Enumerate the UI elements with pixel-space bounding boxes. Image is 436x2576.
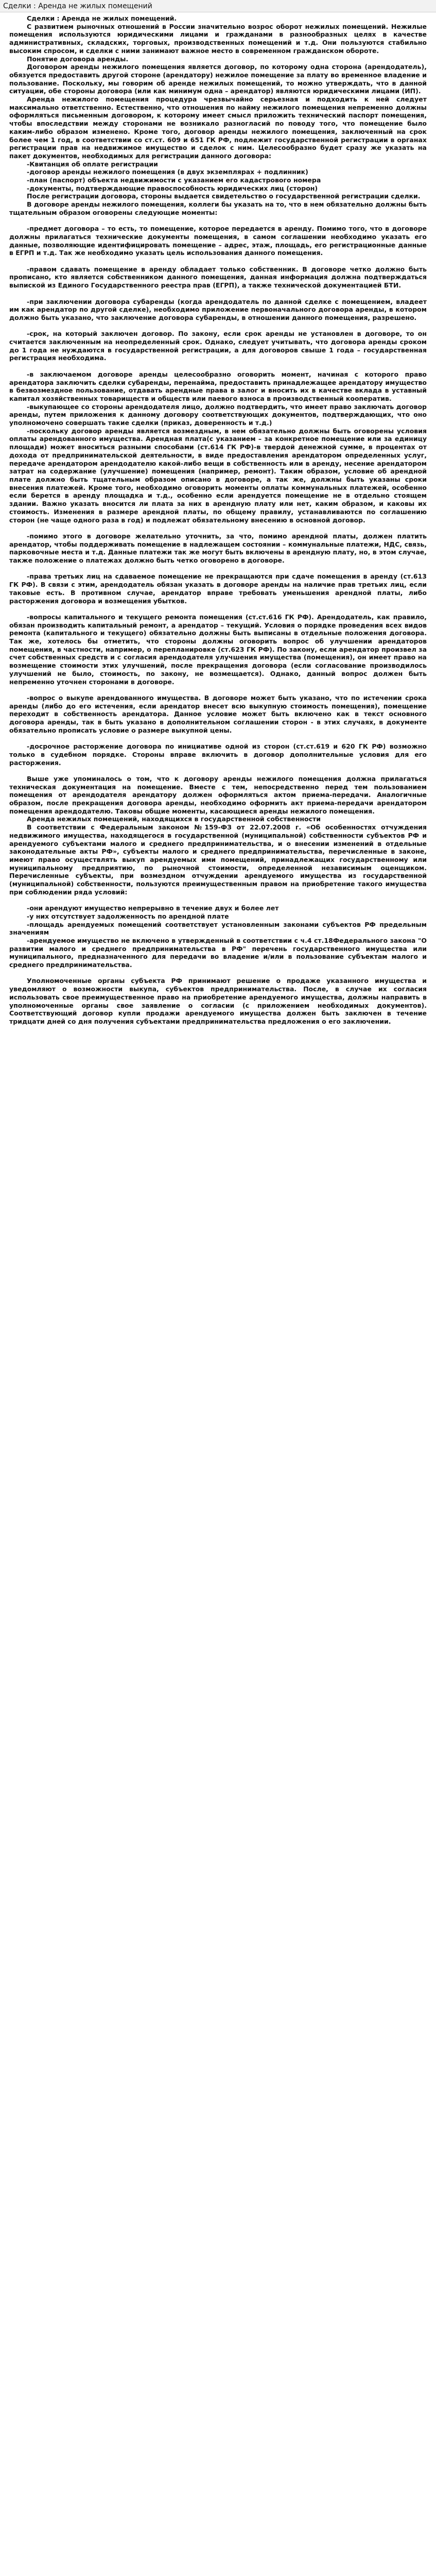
paragraph: -помимо этого в договоре желательно уточнить, за что, помимо арендной платы, должен платить арендатор, чтобы поддерживать помещение в надлежащем состоянии – коммунальные платежи, НДС, связь, парковочные места и т.д. Данные платежи так же могут быть включены в арендную плату, но, в этом случае, также положение о платежах должно быть четко оговорено в договоре.: [9, 532, 427, 565]
paragraph-spacer: [9, 896, 427, 904]
paragraph: Договором аренды нежилого помещения является договор, по которому одна сторона (арендодатель), обязуется предоставить другой стороне (арендатору) нежилое помещение за плату во временное владение и пользование. Поскольку, мы говорим об аренде нежилых помещений, то можно утверждать, что в данной ситуации, обе стороны договора (или как минимум одна – арендатор) являются юридическими лицами (ИП).: [9, 63, 427, 95]
paragraph: -в заключаемом договоре аренды целесообразно оговорить момент, начиная с которого право арендатора заключить сделки субаренды, перенайма, предоставить принадлежащее арендатору имущество в безвозмездное пользование, отдавать арендные права в залог и вносить их в качестве вклада в уставный капитал хозяйственных товариществ и обществ или паевого взноса в производственный кооператив.: [9, 370, 427, 402]
paragraph: -документы, подтверждающие правоспособность юридических лиц (сторон): [27, 184, 318, 192]
paragraph: -выкупающее со стороны арендодателя лицо, должно подтвердить, что имеет право заключать договор аренды, путем приложения к данному договору соответствующих документов, подтверждающих, что оно уполномочено совершать такие сделки (приказ, доверенность и т.д.): [9, 402, 427, 427]
paragraph: Сделки : Аренда не жилых помещений.: [27, 14, 177, 22]
paragraph: В соответствии с Федеральным законом №159-ФЗ от 22.07.2008 г. «Об особенностях отчуждения недвижимого имущества, находящегося в государственной (муниципальной) собственности субъектов РФ и арендуемого субъектами малого и среднего предпринимательства, и о внесении изменений в отдельные законодательные акты РФ», субъекты малого и среднего предпринимательства, перечисленные в законе, имеют право осуществлять выкуп арендуемых ими помещений, принадлежащих государственному или муниципальному предприятию, по рыночной стоимости, определенной независимым оценщиком. Перечисленные субъекты, при возмездном отчуждении арендуемого имущества из государственной (муниципальной) собственности, пользуются преимущественным правом на приобретение такого имущества при соблюдении ряда условий:: [9, 823, 427, 896]
paragraph: Аренда нежилых помещений, находящихся в государственной собственности: [27, 815, 321, 823]
paragraph-spacer: [9, 734, 427, 742]
paragraph-spacer: [9, 524, 427, 532]
paragraph: Понятие договора аренды.: [27, 55, 129, 63]
paragraph: С развитием рыночных отношений в России значительно возрос оборот нежилых помещений. Нежилые помещения используются юридическими лицами и гражданами в разнообразных целях в качестве административных, складских, торговых, производственных помещений и т.д. Они пользуются стабильно высоким спросом, и сделки с ними занимают важное место в современном гражданском обороте.: [9, 22, 427, 55]
page-title: Сделки : Аренда не жилых помещений: [0, 0, 436, 12]
paragraph: Выше уже упоминалось о том, что к договору аренды нежилого помещения должна прилагаться техническая документация на помещение. Вместе с тем, непосредственно перед тем пользованием помещения от арендодателя арендатору должен оформляться актом приема-передачи. Аналогичные образом, после прекращения договора аренды, необходимо оформить акт приема-передачи арендатором помещения арендодателю. Таковы общие моменты, касающиеся аренды нежилого помещения.: [9, 774, 427, 815]
paragraph-spacer: [9, 257, 427, 265]
paragraph: После регистрации договора, стороны выдается свидетельство о государственной регистрации сделки.: [27, 192, 421, 200]
paragraph: -площадь арендуемых помещений соответствует установленным законами субъектов РФ предельным значениям: [9, 920, 427, 937]
paragraph-spacer: [9, 969, 427, 977]
paragraph: -поскольку договор аренды является возмездным, в нем обязательно должны быть оговорены условия оплаты арендованного имущества. Арендная плата(с указанием – за конкретное помещение или за единицу площади) может вноситься разными способами (ст.614 ГК РФ)-в твердой денежной сумме, в процентах от дохода от предпринимательской деятельности, в виде предоставления арендатором определенных услуг, передаче арендатором арендодателю какой-либо вещи в собственность или в аренду, несение арендатором затрат на содержание (улучшение) помещения (например, ремонт). Таким образом, условие об арендной плате должно быть тщательным образом описано в договоре, а так же, должны быть указаны сроки внесения платежей. Кроме того, необходимо оговорить моменты оплаты коммунальных платежей, особенно если берется в аренду площадка и т.д., особенно если арендуется помещение не в отдельно стоящем здании. Важно указать вносится ли плата за них в арендную плату или нет, каким образом, и каковы их стоимость. Изменения в размере арендной платы, по общему правилу, устанавливаются по соглашению сторон (не чаще одного раза в год) и подлежат обязательному внесению в основной договор.: [9, 427, 427, 524]
paragraph: -предмет договора – то есть, то помещение, которое передается в аренду. Помимо того, что в договоре должны прилагаться технические документы помещения, в самом соглашении необходимо указать его данные, позволяющие идентифицировать помещение – адрес, этаж, площадь, его регистрационные данные в ЕГРП и т.д. Так же необходимо указать цель использования данного помещения.: [9, 225, 427, 257]
paragraph: -арендуемое имущество не включено в утвержденный в соответствии с ч.4 ст.18Федерального закона "О развитии малого и среднего предпринимательства в РФ" перечень государственного имущества или муниципального, предназначенного для передачи во владение и/или в пользование субъектам малого и среднего предпринимательства.: [9, 936, 427, 969]
paragraph: Аренда нежилого помещения процедура чрезвычайно серьезная и подходить к ней следует максимально ответственно. Естественно, что отношения по найму нежилого помещения непременно должны оформляться письменным договором, к которому имеет смысл приложить технический паспорт помещения, чтобы впоследствии между сторонами не возникало разногласий по поводу того, что помещение было каким-либо образом изменено. Кроме того, договор аренды нежилого помещения, заключенный на срок более чем 1 год, в соответствии со ст.ст. 609 и 651 ГК РФ, подлежит государственной регистрации в органах регистрации прав на недвижимое имущество и сделок с ним. Целесообразно будет сразу же указать на пакет документов, необходимых для регистрации данного договора:: [9, 95, 427, 160]
paragraph: -срок, на который заключен договор. По закону, если срок аренды не установлен в договоре, то он считается заключенным на неопределенный срок. Однако, следует учитывать, что договора аренды сроком до 1 года не нуждаются в государственной регистрации, а для договоров свыше 1 года – государственная регистрация необходима.: [9, 330, 427, 362]
paragraph-spacer: [9, 767, 427, 775]
paragraph: -они арендуют имущество непрерывно в течение двух и более лет: [27, 904, 279, 912]
paragraph-spacer: [9, 290, 427, 298]
paragraph: -договор аренды нежилого помещения (в двух экземплярах + подлинник): [27, 168, 308, 176]
paragraph-spacer: [9, 605, 427, 613]
paragraph: -правом сдавать помещение в аренду обладает только собственник. В договоре четко должно быть прописано, кто является собственником данного помещения, данная информация должна подтверждаться выпиской из Единого Государственного реестра прав (ЕГРП), а также технической документацией БТИ.: [9, 265, 427, 290]
paragraph: -при заключении договора субаренды (когда арендодатель по данной сделке с помещением, владеет им как арендатор по другой сделке), необходимо приложение первоначального договора аренды, в котором должно быть указано, что заключение договора субаренды, в отношении данного помещения, разрешено.: [9, 297, 427, 321]
paragraph: Уполномоченные органы субъекта РФ принимают решение о продаже указанного имущества и уведомляют о возможности выкупа, субъектов предпринимательства. После, в случае их согласия использовать свое преимущественное право на приобретение арендуемого имущества, должны направить в уполномоченные органы свое заявление о согласии (с приложением необходимых документов). Соответствующий договор купли продажи арендуемого имущества должен быть заключен в течение тридцати дней со дня получения субъектами предпринимательства предложения о его заключении.: [9, 977, 427, 1025]
article-body: [0, 12, 436, 1026]
paragraph-spacer: [9, 217, 427, 225]
paragraph: -вопрос о выкупе арендованного имущества. В договоре может быть указано, что по истечении срока аренды (либо до его истечения, если арендатор внесет всю выкупную стоимость помещения), помещение переходит в собственность арендатора. Данное условие может быть включено как в текст основного договора аренды, так в быть указано в дополнительном соглашении сторон - в этих случаях, в документе обязательно прописать условие о размере выкупной цены.: [9, 693, 427, 734]
paragraph-spacer: [9, 322, 427, 330]
paragraph: -права третьих лиц на сдаваемое помещение не прекращаются при сдаче помещения в аренду (ст.613 ГК РФ). В связи с этим, арендодатель обязан указать в договоре аренды на наличие прав третьих лиц, если таковые есть. В противном случае, арендатор вправе требовать уменьшения арендной платы, либо расторжения договора и возмещения убытков.: [9, 572, 427, 605]
paragraph: -Квитанция об оплате регистрации: [27, 160, 158, 168]
paragraph-spacer: [9, 686, 427, 694]
paragraph: -досрочное расторжение договора по инициативе одной из сторон (ст.ст.619 и 620 ГК РФ) возможно только в судебном порядке. Стороны вправе включить в договор дополнительные условия для его расторжения.: [9, 742, 427, 767]
paragraph: В договоре аренды нежилого помещения, коллеги бы указать на то, что в нем обязательно должны быть тщательным образом оговорены следующие моменты:: [9, 200, 427, 216]
paragraph: -у них отсутствует задолженность по арендной плате: [27, 912, 229, 920]
paragraph-spacer: [9, 362, 427, 370]
paragraph-spacer: [9, 565, 427, 573]
paragraph: -вопросы капитального и текущего ремонта помещения (ст.ст.616 ГК РФ). Арендодатель, как правило, обязан производить капитальный ремонт, а арендатор – текущий. Условия о порядке проведения всех видов ремонта (капитального и текущего) обязательно должны быть выписаны в отдельные положения договора. Так же, хотелось бы отметить, что стороны должны оговорить вопрос об улучшении арендаторов помещения, в частности, например, о перепланировке (ст.623 ГК РФ). По закону, если арендатор произвел за счет собственных средств и с согласия арендодателя улучшения имущества (помещения), он имеет право на возмещение стоимости этих улучшений, после прекращения договора (если согласование производилось улучшений не было, стоимость, по закону, не возмещается). Однако, данный вопрос должен быть непременно уточнен сторонами в договоре.: [9, 613, 427, 686]
paragraph: -план (паспорт) объекта недвижимости с указанием его кадастрового номера: [27, 176, 321, 184]
